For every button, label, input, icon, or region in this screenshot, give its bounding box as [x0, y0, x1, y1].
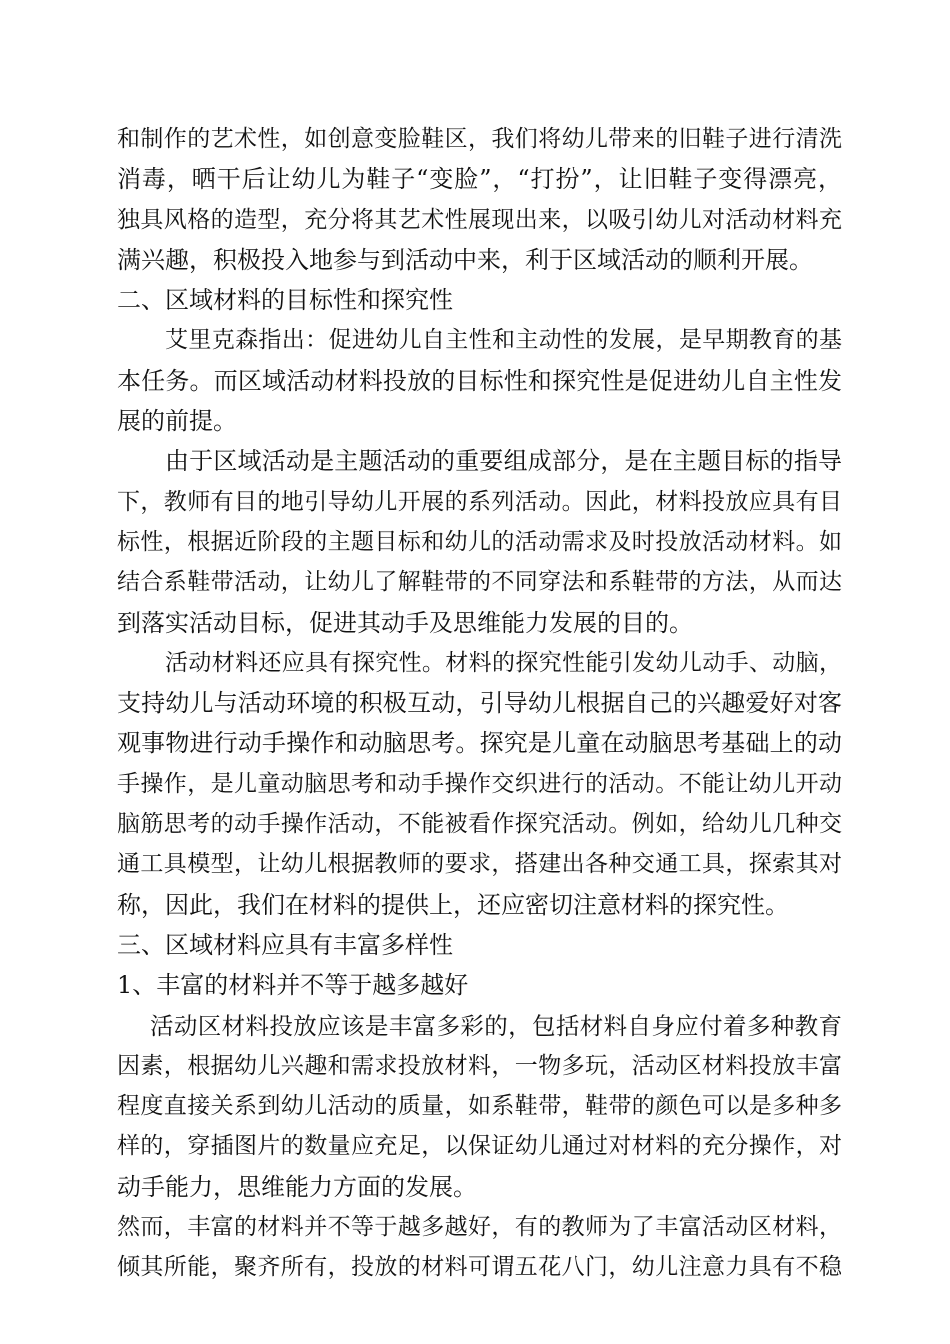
text-line: 本任务。而区域活动材料投放的目标性和探究性是促进幼儿自主性发 [117, 366, 842, 395]
text-line: 由于区域活动是主题活动的重要组成部分，是在主题目标的指导 [165, 447, 842, 476]
body-text [117, 119, 842, 1288]
text-line: 称，因此，我们在材料的提供上，还应密切注意材料的探究性。 [117, 890, 789, 919]
text-line: 艾里克森指出：促进幼儿自主性和主动性的发展，是早期教育的基 [165, 327, 842, 354]
text-line: 活动材料还应具有探究性。材料的探究性能引发幼儿动手、动脑， [165, 649, 842, 676]
text-line: 动手能力，思维能力方面的发展。 [117, 1172, 477, 1201]
text-line: 下，教师有目的地引导幼儿开展的系列活动。因此，材料投放应具有目 [117, 488, 842, 515]
text-line: 支持幼儿与活动环境的积极互动，引导幼儿根据自己的兴趣爱好对客 [117, 689, 842, 718]
text-line: 脑筋思考的动手操作活动，不能被看作探究活动。例如，给幼儿几种交 [117, 811, 842, 838]
text-line: 到落实活动目标，促进其动手及思维能力发展的目的。 [117, 608, 693, 637]
text-line: 程度直接关系到幼儿活动的质量，如系鞋带，鞋带的颜色可以是多种多 [117, 1093, 842, 1120]
text-line: 展的前提。 [117, 407, 237, 436]
text-line: 消毒，晒干后让幼儿为鞋子“变脸”，“打扮”，让旧鞋子变得漂亮， [117, 165, 842, 194]
subsection-heading: 1、丰富的材料并不等于越多越好 [117, 971, 469, 1000]
text-line: 独具风格的造型，充分将其艺术性展现出来，以吸引幼儿对活动材料充 [117, 206, 842, 233]
text-line: 手操作，是儿童动脑思考和动手操作交织进行的活动。不能让幼儿开动 [117, 770, 842, 797]
section-heading: 二、区域材料的目标性和探究性 [117, 286, 453, 315]
text-line: 活动区材料投放应该是丰富多彩的，包括材料自身应付着多种教育 [150, 1011, 842, 1040]
section-heading: 三、区域材料应具有丰富多样性 [117, 930, 453, 959]
text-line: 观事物进行动手操作和动脑思考。探究是儿童在动脑思考基础上的动 [117, 729, 842, 758]
text-line: 通工具模型，让幼儿根据教师的要求，搭建出各种交通工具，探索其对 [117, 851, 842, 878]
text-line: 和制作的艺术性，如创意变脸鞋区，我们将幼儿带来的旧鞋子进行清洗 [117, 126, 842, 152]
text-line: 样的，穿插图片的数量应充足，以保证幼儿通过对材料的充分操作，对 [117, 1133, 842, 1160]
text-line: 然而，丰富的材料并不等于越多越好，有的教师为了丰富活动区材料， [117, 1214, 842, 1241]
text-line: 标性，根据近阶段的主题目标和幼儿的活动需求及时投放活动材料。如 [117, 528, 842, 555]
text-line: 因素，根据幼儿兴趣和需求投放材料，一物多玩，活动区材料投放丰富 [117, 1052, 842, 1079]
text-line: 满兴趣，积极投入地参与到活动中来，利于区域活动的顺利开展。 [117, 245, 813, 274]
text-line: 倾其所能，聚齐所有，投放的材料可谓五花八门，幼儿注意力具有不稳 [117, 1254, 842, 1281]
text-line: 结合系鞋带活动，让幼儿了解鞋带的不同穿法和系鞋带的方法，从而达 [117, 569, 842, 596]
